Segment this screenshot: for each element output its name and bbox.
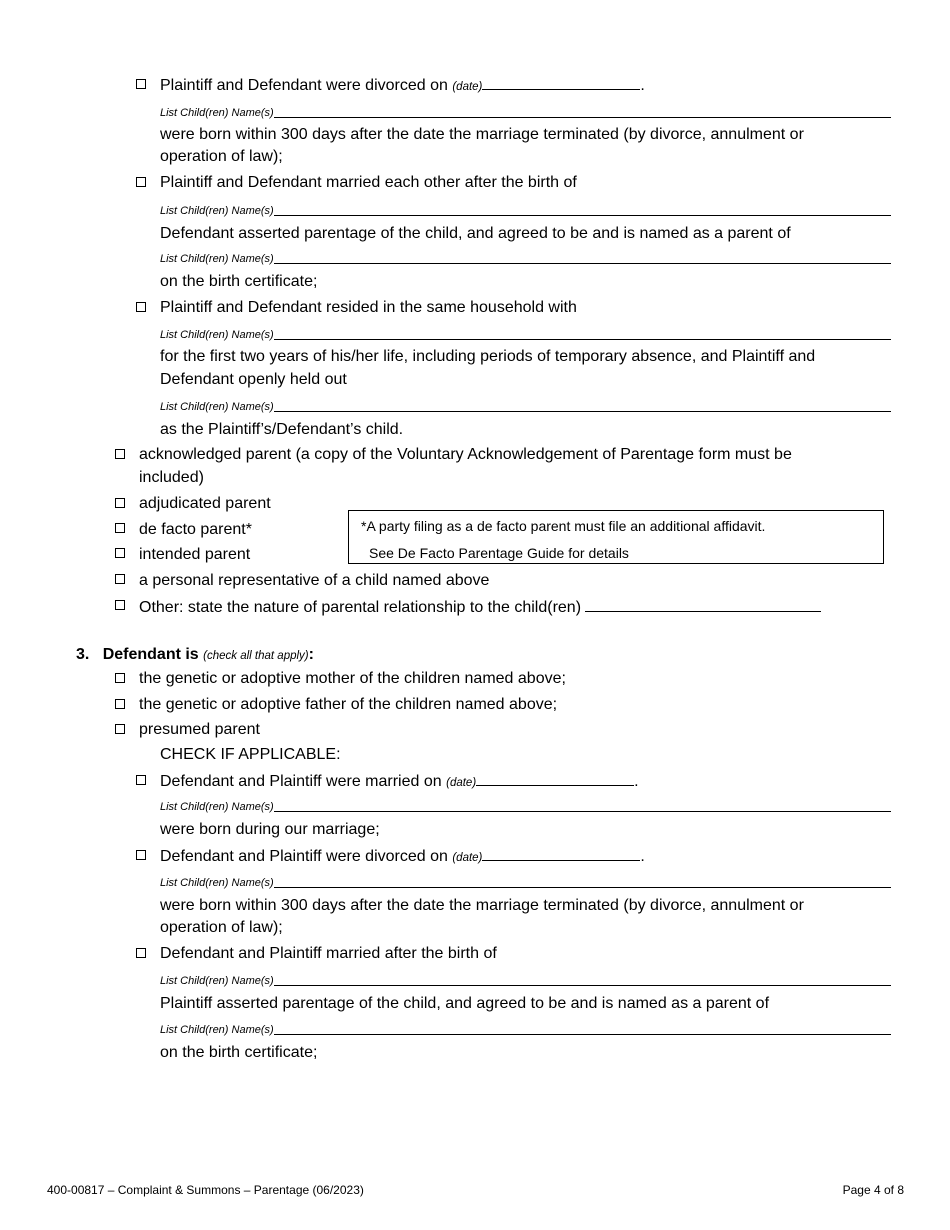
children-names-field[interactable]: List Child(ren) Name(s) [160, 396, 891, 414]
checkbox-other[interactable] [115, 600, 125, 610]
divorce-date-field[interactable] [482, 75, 640, 90]
checkbox-defendant-divorced[interactable] [136, 850, 146, 860]
children-names-field[interactable]: List Child(ren) Name(s) [160, 796, 891, 814]
intended-parent-text: intended parent [139, 546, 251, 563]
checkbox-plaintiff-married-after[interactable] [136, 177, 146, 187]
footer-page-number: Page 4 of 8 [842, 1183, 904, 1197]
defendant-married-line: Defendant and Plaintiff were married on (date) . [160, 773, 639, 790]
children-names-field[interactable]: List Child(ren) Name(s) [160, 970, 891, 988]
genetic-father-text: the genetic or adoptive father of the children named above; [139, 696, 558, 713]
adjudicated-parent-text: adjudicated parent [139, 495, 271, 512]
checkbox-genetic-mother[interactable] [115, 673, 125, 683]
born-after-text: were born within 300 days after the date the marriage terminated (by divorce, annulment or [160, 126, 804, 143]
marriage-date-field[interactable] [476, 771, 634, 786]
checkbox-adjudicated-parent[interactable] [115, 498, 125, 508]
children-names-field[interactable]: List Child(ren) Name(s) [160, 324, 891, 342]
checkbox-acknowledged-parent[interactable] [115, 449, 125, 459]
plaintiff-married-after-text: Plaintiff and Defendant married each other after the birth of [160, 174, 577, 191]
born-after-text-2: operation of law); [160, 919, 283, 936]
genetic-mother-text: the genetic or adoptive mother of the children named above; [139, 670, 566, 687]
acknowledged-parent-text-2: included) [139, 469, 204, 486]
checkbox-presumed-parent[interactable] [115, 724, 125, 734]
other-relationship-line: Other: state the nature of parental relationship to the child(ren) [139, 597, 821, 618]
note-line-1: *A party filing as a de facto parent must file an additional affidavit. [361, 518, 766, 534]
defendant-divorced-line: Defendant and Plaintiff were divorced on (date) . [160, 848, 645, 865]
checkbox-plaintiff-resided[interactable] [136, 302, 146, 312]
note-line-2: See De Facto Parentage Guide for details [369, 545, 629, 561]
plaintiff-resided-text: Plaintiff and Defendant resided in the same household with [160, 299, 577, 316]
first-two-years-text: for the first two years of his/her life, including periods of temporary absence, and Plaintiff and [160, 348, 816, 365]
checkbox-de-facto-parent[interactable] [115, 523, 125, 533]
children-names-field[interactable]: List Child(ren) Name(s) [160, 200, 891, 218]
acknowledged-parent-text: acknowledged parent (a copy of the Voluntary Acknowledgement of Parentage form must be [139, 446, 792, 463]
defendant-married-after-text: Defendant and Plaintiff married after the birth of [160, 945, 497, 962]
checkbox-plaintiff-divorced[interactable] [136, 79, 146, 89]
born-after-text-2: operation of law); [160, 148, 283, 165]
defendant-asserted-text: Defendant asserted parentage of the child, and agreed to be and is named as a parent of [160, 225, 791, 242]
checkbox-genetic-father[interactable] [115, 699, 125, 709]
children-names-field[interactable]: List Child(ren) Name(s) [160, 102, 891, 120]
birth-cert-text: on the birth certificate; [160, 273, 318, 290]
birth-cert-text: on the birth certificate; [160, 1044, 318, 1061]
section-3-heading: 3. Defendant is (check all that apply): [76, 646, 314, 663]
divorce-date-field[interactable] [482, 846, 640, 861]
checkbox-defendant-married[interactable] [136, 775, 146, 785]
checkbox-defendant-married-after[interactable] [136, 948, 146, 958]
check-if-applicable: CHECK IF APPLICABLE: [160, 746, 341, 763]
plaintiff-asserted-text: Plaintiff asserted parentage of the child, and agreed to be and is named as a parent of [160, 995, 770, 1012]
children-names-field[interactable]: List Child(ren) Name(s) [160, 872, 891, 890]
child-of-text: as the Plaintiff’s/Defendant’s child. [160, 421, 404, 438]
checkbox-personal-representative[interactable] [115, 574, 125, 584]
plaintiff-divorced-line: Plaintiff and Defendant were divorced on (date) . [160, 77, 645, 94]
children-names-field[interactable]: List Child(ren) Name(s) [160, 1019, 891, 1037]
born-after-text: were born within 300 days after the date the marriage terminated (by divorce, annulment or [160, 897, 804, 914]
de-facto-parent-text: de facto parent* [139, 521, 252, 538]
presumed-parent-text: presumed parent [139, 721, 260, 738]
footer-form-id: 400-00817 – Complaint & Summons – Parentage (06/2023) [47, 1183, 364, 1197]
personal-representative-text: a personal representative of a child named above [139, 572, 490, 589]
held-out-text: Defendant openly held out [160, 371, 347, 388]
checkbox-intended-parent[interactable] [115, 548, 125, 558]
born-during-text: were born during our marriage; [160, 821, 380, 838]
other-relationship-field[interactable] [585, 597, 821, 612]
children-names-field[interactable]: List Child(ren) Name(s) [160, 248, 891, 266]
de-facto-note-box [348, 510, 884, 564]
